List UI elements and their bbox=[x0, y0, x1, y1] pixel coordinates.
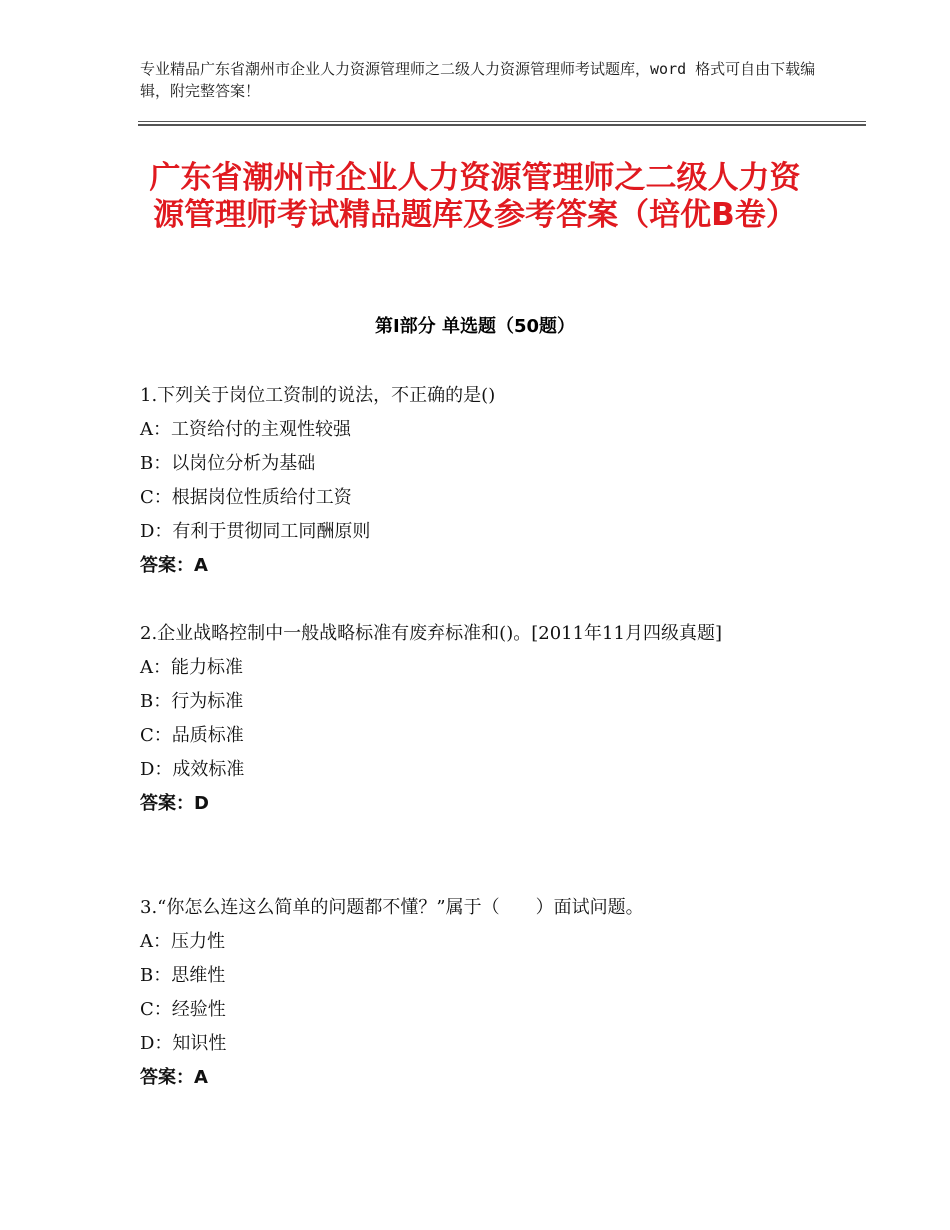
option-b: B：行为标准 bbox=[140, 691, 244, 712]
question-block bbox=[140, 617, 820, 821]
header-divider-thick bbox=[138, 124, 866, 126]
option-c: C：经验性 bbox=[140, 999, 226, 1020]
question-stem: 2.企业战略控制中一般战略标准有废弃标准和()。[2011年11月四级真题] bbox=[140, 623, 722, 644]
section-heading: 第Ⅰ部分 单选题（50题） bbox=[374, 316, 575, 337]
option-b: B：以岗位分析为基础 bbox=[140, 453, 316, 474]
answer-line: 答案：A bbox=[140, 555, 208, 576]
question-stem: 3.“你怎么连这么简单的问题都不懂？”属于（ ）面试问题。 bbox=[140, 897, 644, 918]
answer-line: 答案：A bbox=[140, 1067, 208, 1088]
option-d: D：知识性 bbox=[140, 1033, 227, 1054]
header-divider-thin bbox=[138, 121, 866, 122]
option-a: A：压力性 bbox=[140, 931, 225, 952]
question-block bbox=[140, 891, 820, 1095]
header-note: 专业精品广东省潮州市企业人力资源管理师之二级人力资源管理师考试题库，word 格式可自由下载编辑，附完整答案！ bbox=[140, 60, 816, 100]
question-block bbox=[140, 379, 820, 583]
option-c: C：品质标准 bbox=[140, 725, 244, 746]
option-b: B：思维性 bbox=[140, 965, 226, 986]
option-a: A：工资给付的主观性较强 bbox=[140, 419, 351, 440]
option-d: D：有利于贯彻同工同酬原则 bbox=[140, 521, 371, 542]
document-title: 广东省潮州市企业人力资源管理师之二级人力资源管理师考试精品题库及参考答案（培优B卷） bbox=[149, 160, 801, 233]
answer-line: 答案：D bbox=[140, 793, 209, 814]
option-c: C：根据岗位性质给付工资 bbox=[140, 487, 352, 508]
option-d: D：成效标准 bbox=[140, 759, 245, 780]
option-a: A：能力标准 bbox=[140, 657, 243, 678]
question-stem: 1.下列关于岗位工资制的说法，不正确的是() bbox=[140, 385, 496, 406]
